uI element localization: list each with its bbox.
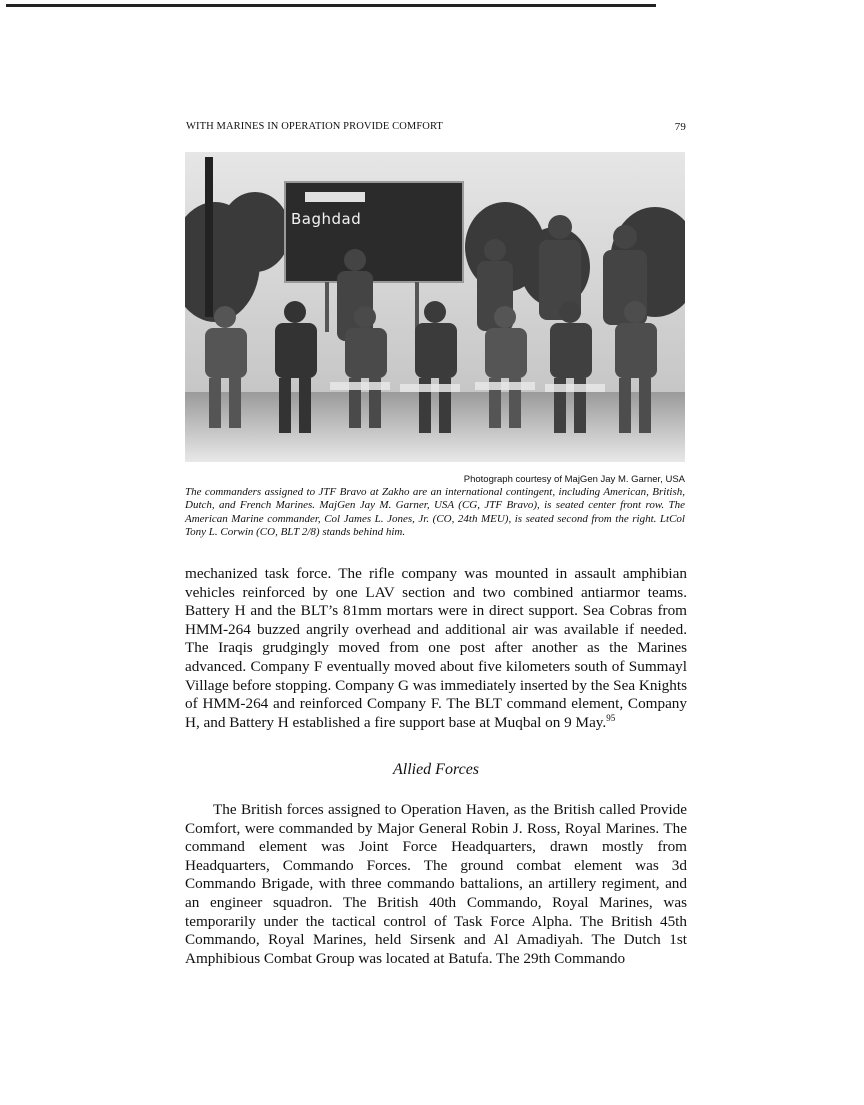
group-photo (185, 152, 685, 462)
section-heading: Allied Forces (392, 761, 480, 778)
body-paragraph-1 (185, 565, 687, 732)
body-paragraph-2 (185, 801, 687, 968)
group-photo-illustration (185, 152, 685, 462)
sign-text: Baghdad (291, 210, 362, 228)
running-title: WITH MARINES IN OPERATION PROVIDE COMFORT (186, 121, 443, 132)
photo-caption: The commanders assigned to JTF Bravo at Zakho are an international contingent, including American, British, Dutch, and French Marines. MajGen Jay M. Garner, USA (CG, JTF Bravo), is seated center front row. The American Marine commander, Col James L. Jones, Jr. (CO, 24th MEU), is seated second from the right. LtCol Tony L. Corwin (CO, BLT 2/8) stands behind him. (185, 486, 685, 539)
footnote-ref: 95 (606, 712, 616, 723)
page-number: 79 (674, 121, 686, 133)
paragraph-2-text: The British forces assigned to Operation Haven, as the British called Provide Comfort, were commanded by Major General Robin J. Ross, Royal Marines. The command element was Joint Force Headquarters, drawn mostly from Headquarters, Commando Forces. The ground combat element was 3d Commando Brigade, with three commando battalions, an artillery regiment, and an engineer squadron. The British 40th Commando, Royal Marines, was temporarily under the tactical control of Task Force Alpha. The British 45th Commando, Royal Marines, held Sirsenk and Al Amadiyah. The Dutch 1st Amphibious Combat Group was located at Batufa. The 29th Commando (185, 801, 687, 967)
top-rule (6, 4, 656, 7)
paragraph-1-text: mechanized task force. The rifle company was mounted in assault amphibian vehicles reinforced by one LAV section and two combined antiarmor teams. Battery H and the BLT’s 81mm mortars were in direct support. Sea Cobras from HMM-264 buzzed angrily overhead and additional air was available if needed. The Iraqis grudgingly moved from one post after another as the Marines advanced. Company F eventually moved about five kilometers south of Summayl Village before stopping. Company G was immediately inserted by the Sea Knights of HMM-264 and reinforced Company F. The BLT command element, Company H, and Battery H established a fire support base at Muqbal on 9 May. (185, 565, 687, 731)
photo-credit: Photograph courtesy of MajGen Jay M. Garner, USA (463, 474, 685, 485)
